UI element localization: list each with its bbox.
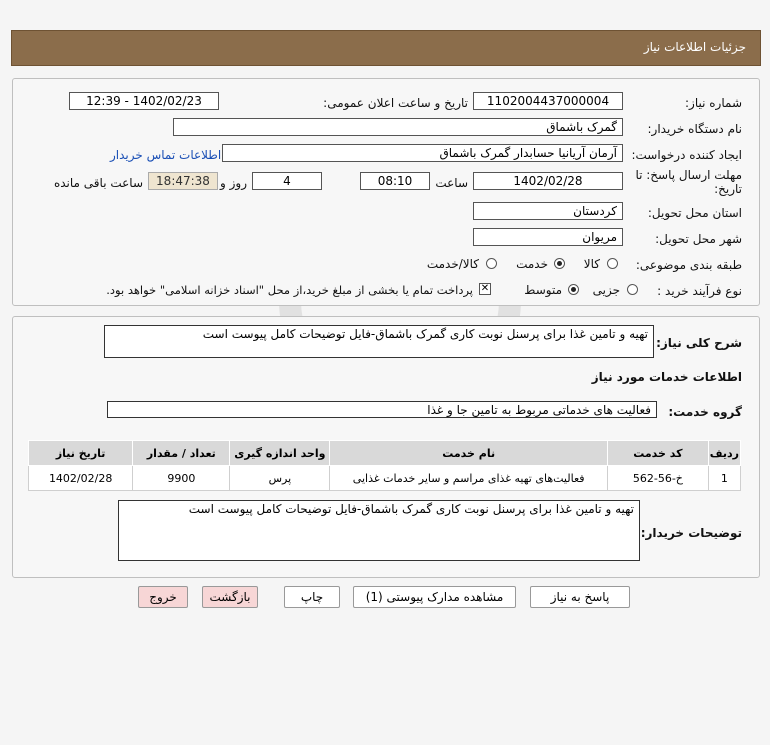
buyer-org-label: نام دستگاه خریدار: bbox=[647, 122, 742, 136]
buyer-org-field[interactable]: گمرک باشماق bbox=[173, 118, 623, 136]
deadline-label: مهلت ارسال پاسخ: تا bbox=[635, 168, 742, 182]
province-field[interactable]: کردستان bbox=[473, 202, 623, 220]
process-minor-radio[interactable] bbox=[627, 284, 638, 295]
days-remaining-field[interactable]: 4 bbox=[252, 172, 322, 190]
services-table bbox=[28, 440, 741, 491]
col-name-header: نام خدمت bbox=[330, 441, 608, 466]
page-header bbox=[11, 30, 761, 66]
buyer-notes-label: توضیحات خریدار: bbox=[640, 526, 742, 540]
treasury-checkbox[interactable]: ✕ bbox=[480, 283, 490, 294]
creator-label: ایجاد کننده درخواست: bbox=[631, 148, 742, 162]
col-code-header: کد خدمت bbox=[607, 441, 708, 466]
service-group-label: گروه خدمت: bbox=[668, 405, 742, 419]
buyer-notes-field[interactable]: تهیه و تامین غذا برای پرسنل نوبت کاری گمرک باشماق-فایل توضیحات کامل پیوست است bbox=[118, 500, 640, 561]
province-label: استان محل تحویل: bbox=[647, 206, 742, 220]
buyer-contact-link[interactable]: اطلاعات تماس خریدار bbox=[110, 148, 222, 162]
cell-code: خ-56-562 bbox=[607, 466, 708, 491]
category-goods-service-radio[interactable] bbox=[486, 258, 497, 269]
col-unit-header: واحد اندازه گیری bbox=[230, 441, 330, 466]
services-section-title: اطلاعات خدمات مورد نیاز bbox=[591, 370, 742, 384]
announce-label: تاریخ و ساعت اعلان عمومی: bbox=[323, 96, 468, 110]
deadline-label-date: تاریخ: bbox=[714, 182, 742, 196]
col-qty-header: تعداد / مقدار bbox=[133, 441, 230, 466]
col-date-header: تاریخ نیاز bbox=[29, 441, 133, 466]
payment-note: پرداخت تمام یا بخشی از مبلغ خرید،از محل "اسناد خزانه اسلامی" خواهد بود. bbox=[106, 283, 473, 297]
remaining-time-field: 18:47:38 bbox=[148, 172, 218, 190]
category-goods-label: کالا bbox=[583, 257, 600, 271]
category-service-label: خدمت bbox=[516, 257, 548, 271]
print-button[interactable]: چاپ bbox=[284, 586, 340, 608]
days-label: روز و bbox=[220, 176, 247, 190]
remaining-label: ساعت باقی مانده bbox=[53, 176, 143, 190]
creator-field[interactable]: آرمان آریانیا حسابدار گمرک باشماق bbox=[222, 144, 623, 162]
col-row-header: ردیف bbox=[708, 441, 740, 466]
city-label: شهر محل تحویل: bbox=[655, 232, 742, 246]
summary-label: شرح کلی نیاز: bbox=[656, 336, 742, 350]
reply-button[interactable]: پاسخ به نیاز bbox=[530, 586, 630, 608]
need-number-label: شماره نیاز: bbox=[685, 96, 742, 110]
cell-name: فعالیت‌های تهیه غذای مراسم و سایر خدمات غذایی bbox=[330, 466, 608, 491]
service-group-field[interactable]: فعالیت های خدماتی مربوط به تامین جا و غذا bbox=[107, 401, 657, 418]
city-field[interactable]: مریوان bbox=[473, 228, 623, 246]
deadline-time-label: ساعت bbox=[435, 176, 468, 190]
deadline-date-field[interactable]: 1402/02/28 bbox=[473, 172, 623, 190]
cell-date: 1402/02/28 bbox=[29, 466, 133, 491]
deadline-time-field[interactable]: 08:10 bbox=[360, 172, 430, 190]
back-button[interactable]: بازگشت bbox=[202, 586, 258, 608]
process-medium-radio[interactable] bbox=[568, 284, 579, 295]
announce-datetime-field[interactable]: 1402/02/23 - 12:39 bbox=[69, 92, 219, 110]
cell-qty: 9900 bbox=[133, 466, 230, 491]
view-attachments-button[interactable]: مشاهده مدارک پیوستی (1) bbox=[353, 586, 516, 608]
process-minor-label: جزیی bbox=[592, 283, 620, 297]
process-label: نوع فرآیند خرید : bbox=[657, 284, 742, 298]
table-header-row bbox=[29, 441, 741, 466]
category-service-radio[interactable] bbox=[554, 258, 565, 269]
process-medium-label: متوسط bbox=[524, 283, 562, 297]
table-row[interactable] bbox=[29, 466, 741, 491]
need-number-field[interactable]: 1102004437000004 bbox=[473, 92, 623, 110]
page-title: جزئیات اطلاعات نیاز bbox=[643, 40, 746, 54]
cell-unit: پرس bbox=[230, 466, 330, 491]
category-goods-service-label: کالا/خدمت bbox=[426, 257, 479, 271]
category-goods-radio[interactable] bbox=[607, 258, 618, 269]
summary-field[interactable]: تهیه و تامین غذا برای پرسنل نوبت کاری گمرک باشماق-فایل توضیحات کامل پیوست است bbox=[104, 325, 654, 358]
category-label: طبقه بندی موضوعی: bbox=[635, 258, 742, 272]
cell-row: 1 bbox=[708, 466, 740, 491]
exit-button[interactable]: خروج bbox=[138, 586, 188, 608]
